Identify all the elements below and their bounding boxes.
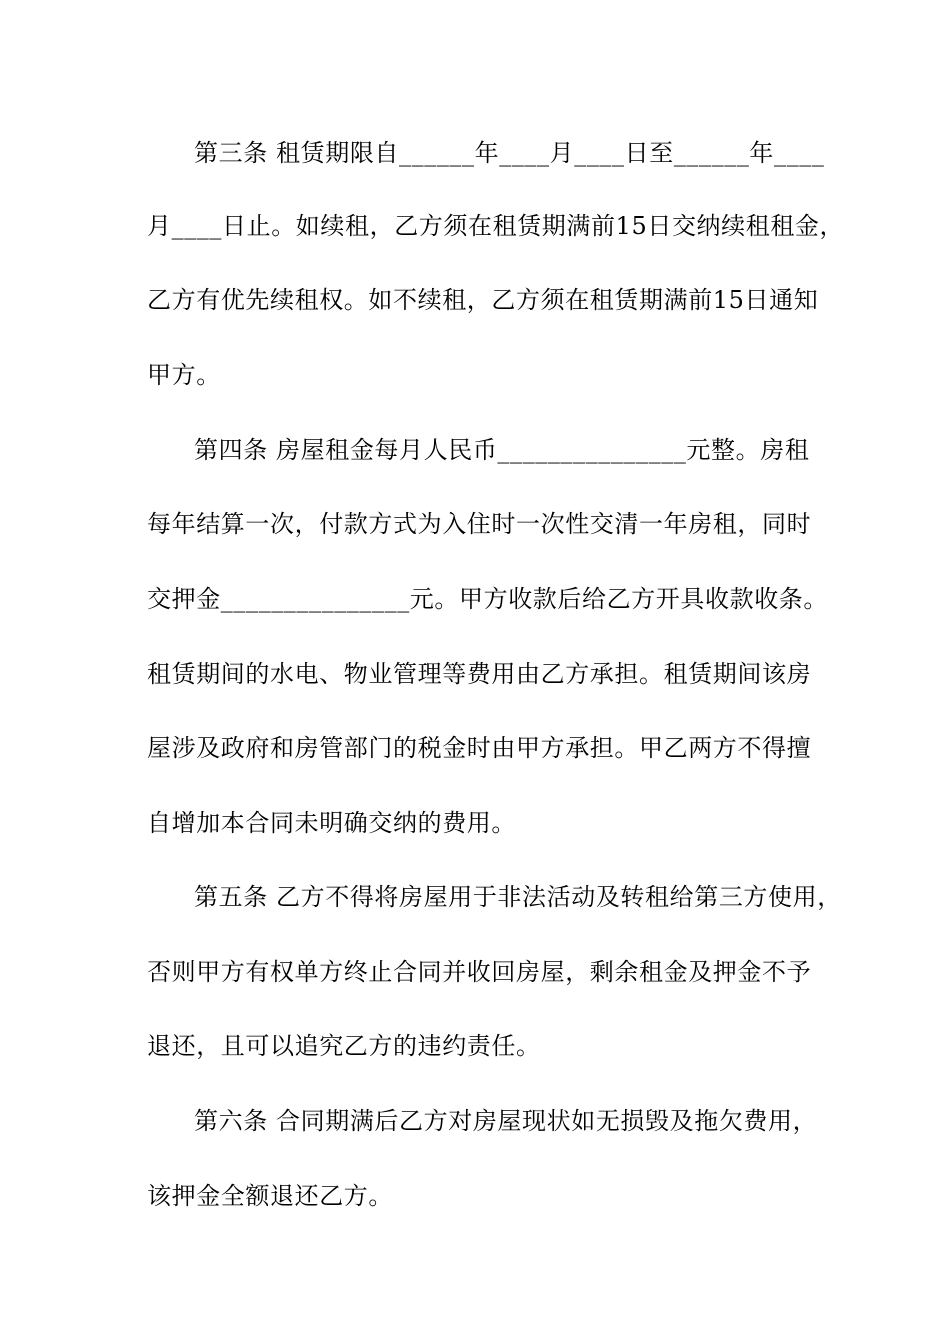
article-3-line-4: 甲方。: [147, 361, 221, 389]
article-5-line-2: 否则甲方有权单方终止合同并收回房屋，剩余租金及押金不予: [147, 958, 812, 986]
article-4-line-5: 屋涉及政府和房管部门的税金时由甲方承担。甲乙两方不得擅: [147, 734, 812, 762]
article-4-line-1: 第四条 房屋租金每月人民币_______________元整。房租: [194, 436, 810, 464]
article-4-line-4: 租赁期间的水电、物业管理等费用由乙方承担。租赁期间该房: [147, 660, 812, 688]
article-3-line-3: 乙方有优先续租权。如不续租，乙方须在租赁期满前15日通知: [147, 286, 819, 314]
article-5-line-1: 第五条 乙方不得将房屋用于非法活动及转租给第三方使用，: [194, 883, 842, 911]
article-3-line-1: 第三条 租赁期限自______年____月____日至______年____: [194, 139, 825, 167]
article-4-line-2: 每年结算一次，付款方式为入住时一次性交清一年房租，同时: [147, 510, 812, 538]
article-4-line-3: 交押金_______________元。甲方收款后给乙方开具收款收条。: [147, 585, 828, 613]
article-4-line-6: 自增加本合同未明确交纳的费用。: [147, 809, 516, 837]
article-5-line-3: 退还，且可以追究乙方的违约责任。: [147, 1032, 541, 1060]
article-3-line-2: 月____日止。如续租，乙方须在租赁期满前15日交纳续租租金，: [147, 212, 845, 240]
article-6-line-2: 该押金全额退还乙方。: [147, 1182, 393, 1210]
article-6-line-1: 第六条 合同期满后乙方对房屋现状如无损毁及拖欠费用，: [194, 1107, 818, 1135]
